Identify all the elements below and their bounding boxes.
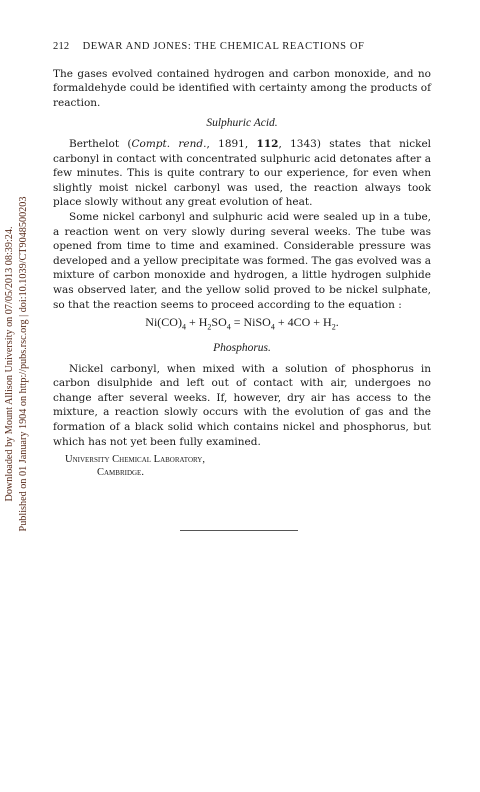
eq-subscript: 2	[207, 322, 212, 332]
eq-term: = NiSO	[230, 315, 271, 330]
address-line-2: Cambridge.	[97, 467, 144, 479]
section-title-phosphorus: Phosphorus.	[213, 342, 271, 355]
eq-term: SO	[211, 315, 227, 330]
paragraph-phosphorus: Nickel carbonyl, when mixed with a solution of phosphorus in carbon disulphide and left out of contact with air, undergoes no change after several weeks. If, however, dry air has access to the mixture, a reaction slowly occurs with the evolution of gas and the formation of a black solid which contains nickel and phosphorus, but which has not yet been fully examined.	[53, 362, 431, 448]
section-title-sulphuric-acid: Sulphuric Acid.	[206, 117, 278, 130]
text-segment: , 1343) states that nickel carbonyl in contact with concentrated sulphuric acid detonates after a few minutes. This is quite contrary to our experience, for even when slightly moist nickel carbonyl was used, the reaction always took place slowly without any great evolution of heat.	[53, 137, 432, 209]
text-segment: Berthelot (	[69, 137, 132, 150]
publication-notice: Published on 01 January 1904 on http://pubs.rsc.org | doi:10.1039/CT9048500203	[17, 196, 29, 532]
eq-subscript: 4	[181, 322, 186, 332]
reaction-equation	[53, 315, 431, 335]
download-notice: Downloaded by Mount Allison University on 07/05/2013 08:39:24.	[3, 226, 15, 502]
eq-subscript: 4	[270, 322, 275, 332]
eq-subscript: 2	[331, 322, 336, 332]
address-line-1: University Chemical Laboratory,	[65, 454, 205, 466]
provenance-sidebar	[0, 0, 34, 792]
page-body	[53, 40, 431, 479]
running-title: DEWAR AND JONES: THE CHEMICAL REACTIONS OF	[82, 41, 365, 52]
eq-term: .	[335, 315, 339, 330]
text-segment: , 1891,	[206, 137, 257, 150]
eq-term: + H	[185, 315, 208, 330]
paragraph-gases: The gases evolved contained hydrogen and carbon monoxide, and no formaldehyde could be identified with certainty among the products of reaction.	[53, 67, 431, 109]
eq-subscript: 4	[226, 322, 231, 332]
paragraph-sealed-tube: Some nickel carbonyl and sulphuric acid were sealed up in a tube, a reaction went on very slowly during several weeks. The tube was opened from time to time and examined. Considerable pressure was developed and a yellow precipitate was formed. The gas evolved was a mixture of carbon monoxide and hydrogen, a little hydrogen sulphide was observed later, and the yellow solid proved to be nickel sulphate, so that the reaction seems to proceed according to the equation :	[53, 210, 431, 311]
journal-reference: Compt. rend.	[131, 137, 207, 150]
paragraph-berthelot	[53, 137, 431, 210]
volume-number: 112	[256, 137, 279, 150]
author-address	[53, 453, 431, 479]
eq-term: + 4CO + H	[274, 315, 332, 330]
eq-term: Ni(CO)	[145, 315, 182, 330]
page-number: 212	[53, 41, 70, 52]
running-header	[53, 40, 431, 55]
end-rule	[180, 530, 298, 531]
